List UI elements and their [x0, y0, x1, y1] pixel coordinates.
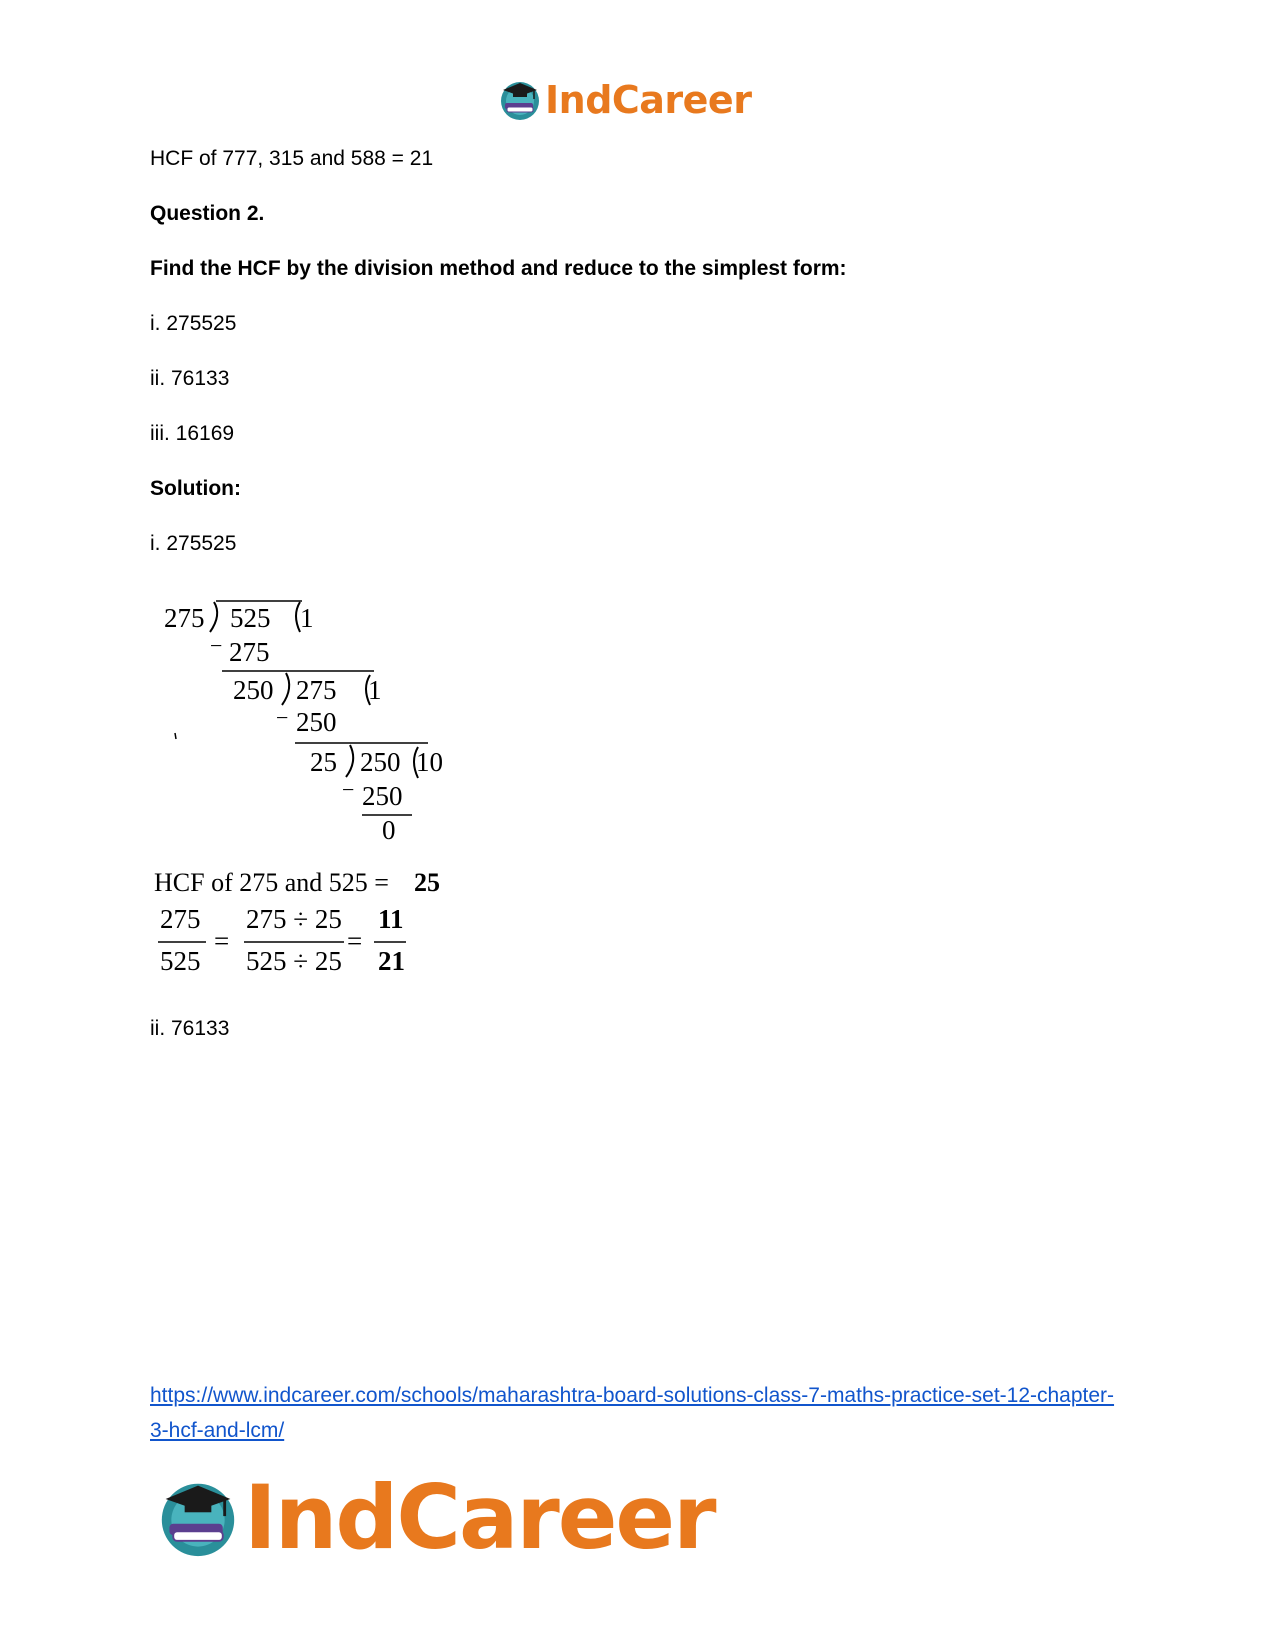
division-remainder: 0	[382, 815, 396, 845]
division-method-figure	[150, 595, 470, 855]
hcf-result-value: 25	[414, 868, 440, 897]
question-item-1: i. 275525	[150, 312, 237, 335]
division-dividend-2: 275	[296, 675, 337, 705]
equals-sign-2: =	[347, 926, 363, 956]
division-divisor-2: 250	[233, 675, 274, 705]
question-item-2: ii. 76133	[150, 367, 230, 390]
division-minus-1: −	[210, 633, 223, 658]
graduation-cap-book-globe-icon	[158, 1478, 238, 1558]
division-divisor-3: 25	[310, 747, 337, 777]
division-dividend-1: 525	[230, 603, 271, 633]
hcf-previous-result: HCF of 777, 315 and 588 = 21	[150, 147, 434, 170]
division-minus-3: −	[342, 777, 355, 802]
source-url-link[interactable]: https://www.indcareer.com/schools/maharashtra-board-solutions-class-7-maths-practice-set-12-chapter-3-hcf-and-lcm/	[150, 1384, 1115, 1442]
division-quotient-3: 10	[416, 747, 443, 777]
header-logo	[499, 78, 751, 122]
division-dividend-3: 250	[360, 747, 401, 777]
question-instruction: Find the HCF by the division method and reduce to the simplest form:	[150, 257, 847, 280]
division-quotient-1: 1	[300, 603, 314, 633]
brand-name-large: IndCareer	[244, 1466, 715, 1569]
division-subtract-2: 250	[296, 707, 337, 737]
graduation-cap-book-globe-icon	[499, 79, 541, 121]
question-item-3: iii. 16169	[150, 422, 235, 445]
equals-sign-1: =	[214, 926, 230, 956]
fraction-1-denominator: 525	[160, 946, 201, 976]
fraction-2-numerator: 275 ÷ 25	[246, 904, 342, 934]
fraction-2-denominator: 525 ÷ 25	[246, 946, 342, 976]
question-heading: Question 2.	[150, 202, 265, 225]
fraction-1-numerator: 275	[160, 904, 201, 934]
footer-logo	[158, 1466, 715, 1569]
hcf-result-text: HCF of 275 and 525 =	[154, 868, 389, 897]
fraction-reduction-figure	[150, 858, 470, 978]
solution-heading: Solution:	[150, 477, 241, 500]
division-minus-2: −	[276, 705, 289, 730]
solution-item-1: i. 275525	[150, 532, 237, 555]
division-subtract-1: 275	[229, 637, 270, 667]
brand-name: IndCareer	[545, 78, 752, 122]
solution-item-2: ii. 76133	[150, 1017, 230, 1040]
fraction-3-denominator: 21	[378, 946, 405, 976]
fraction-3-numerator: 11	[378, 904, 404, 934]
division-subtract-3: 250	[362, 781, 403, 811]
division-quotient-2: 1	[368, 675, 382, 705]
fraction-bars	[150, 858, 470, 978]
division-divisor-1: 275	[164, 603, 205, 633]
